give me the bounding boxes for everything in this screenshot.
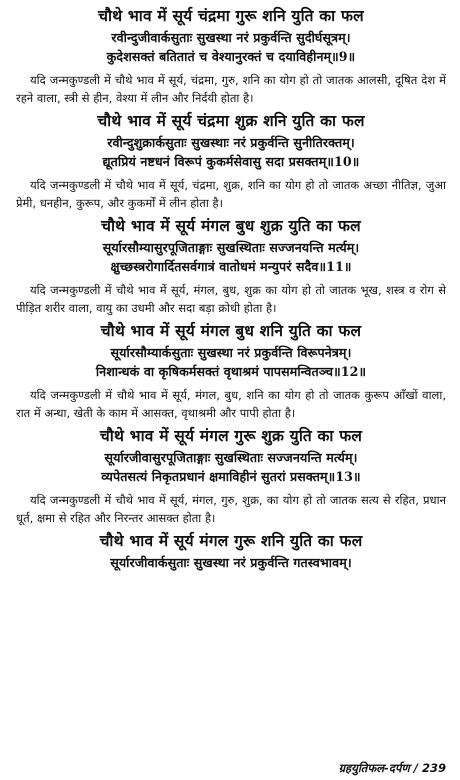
verse-line: रवीन्दुशुक्रार्कसुताः सुखस्थाः नरं प्रकुर्वन्ति सुनीतिरक्तम्। [107, 135, 355, 150]
section-heading: चौथे भाव में सूर्य मंगल बुध शनि युति का फल [100, 322, 362, 340]
section-3 [16, 216, 446, 317]
section-heading: चौथे भाव में सूर्य चंद्रमा शुक्र शनि युति का फल [97, 112, 365, 130]
footer-separator: / [413, 761, 418, 775]
verse-line: सूर्यारसौम्यासुरपूजिताङ्गाः सुखस्थिताः सज्जनयन्ति मर्त्यम्। [102, 240, 360, 255]
section-1 [16, 28, 446, 107]
section-heading: चौथे भाव में सूर्य मंगल बुध शुक्र युति का फल [101, 217, 361, 235]
meaning-paragraph: यदि जन्मकुण्डली में चौथे भाव में सूर्य, मंगल, बुध, शुक्र का योग हो तो जातक भूख, शस्त्र व रोग से पीड़ित शरीर वाला, वायु का उधमी और सदा बड़ा क्रोधी होता है। [16, 283, 446, 315]
book-title: ग्रहयुतिफल-दर्पण [338, 761, 410, 775]
verse-line: सूर्यारजीवासुरपूजिताङ्गाः सुखस्थिताः सज्जनयन्ति मर्त्यम्। [104, 450, 358, 465]
section-heading: चौथे भाव में सूर्य मंगल गुरू शुक्र युति का फल [99, 427, 363, 445]
verse-line: कुदेशसक्तं बतितातं च वेश्यानुरक्तं च दयाविहीनम्॥9॥ [106, 49, 356, 64]
verse-line: सूर्यारजीवार्कसुताः सुखस्था नरं प्रकुर्वन्ति गतस्वभावम्। [110, 555, 352, 570]
sections-container [16, 28, 446, 572]
meaning-paragraph: यदि जन्मकुण्डली में चौथे भाव में सूर्य, मंगल, बुध, शनि का योग हो तो जातक कुरूप आँखों वाला, रात में अन्धा, खेती के काम में आसक्त, वृथाश्रमी और पापी होता है। [16, 388, 446, 420]
verse-line: क्षुच्छस्त्ररोगार्दितसर्वगात्रं वातोधमं मन्युपरं सदैव॥11॥ [110, 259, 352, 274]
verse-line: निशान्धकं वा कृषिकर्मसक्तं वृथाश्रमं पापसमन्वितञ्च॥12॥ [95, 364, 367, 379]
verse-line: द्यूतप्रियं नष्टधनं विरूपं कुकर्मसेवासु सदा प्रसक्तम्॥10॥ [102, 154, 360, 169]
verse-line: सूर्यारसौम्यार्कसुताः सुखस्था नरं प्रकुर्वन्ति विरूपनेत्रम्। [110, 345, 352, 360]
meaning-paragraph: यदि जन्मकुण्डली में चौथे भाव में सूर्य, चंद्रमा, शुक्र, शनि का योग हो तो जातक अच्छा नीतिज्ञ, जुआ प्रेमी, धनहीन, कुरूप, और कुकर्मों में लीन होता है। [16, 178, 446, 210]
meaning-paragraph: यदि जन्मकुण्डली में चौथे भाव में सूर्य, मंगल, गुरु, शुक्र, का योग हो तो जातक सत्य से रहित, प्रधान धूर्त, क्षमा से रहित और निरन्तर आसक्त होता है। [16, 493, 446, 525]
meaning-paragraph: यदि जन्मकुण्डली में चौथे भाव में सूर्य, चंद्रमा, गुरु, शनि का योग हो तो जातक आलसी, दूषित देश में रहने वाला, स्त्री से हीन, वेश्या में लीन और निर्दयी होता है। [16, 73, 446, 105]
section-5 [16, 426, 446, 527]
page-footer [339, 761, 446, 776]
section-heading: चौथे भाव में सूर्य चंद्रमा गुरू शनि युति का फल [98, 7, 364, 25]
section-2 [16, 111, 446, 212]
verse-line: व्यपेतसत्यं निकृतप्रधानं क्षमाविहीनं सुतरां प्रसक्तम्॥13॥ [101, 469, 361, 484]
verse-line: रवीन्दुजीवार्कसुताः सुखस्था नरं प्रकुर्वन्ति सुदीर्घसूत्रम्। [111, 30, 351, 45]
section-6 [16, 531, 446, 572]
section-heading: चौथे भाव में सूर्य मंगल गुरू शनि युति का फल [99, 532, 363, 550]
section-4 [16, 321, 446, 422]
page-number: 239 [421, 761, 446, 775]
